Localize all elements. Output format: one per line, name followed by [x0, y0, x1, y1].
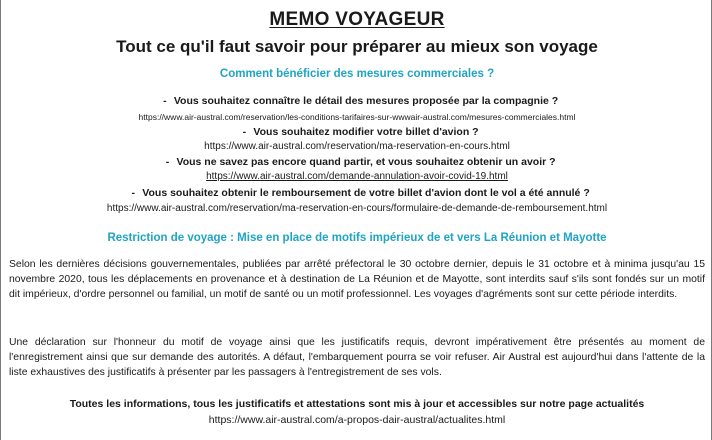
- bullet-dash: -: [131, 187, 136, 199]
- footer-text: Toutes les informations, tous les justificatifs et attestations sont mis à jour et accessibles sur notre page actualités: [69, 398, 645, 410]
- bullet-dash: -: [165, 156, 170, 168]
- question-text: Vous souhaitez modifier votre billet d'avion ?: [253, 126, 479, 138]
- link-commercial-measures[interactable]: https://www.air-austral.com/reservation/les-conditions-tarifaires-sur-wwwair-austral.com/mesures-commerciales.html: [138, 112, 576, 122]
- section-heading-restriction: Restriction de voyage : Mise en place de motifs impérieux de et vers La Réunion et Mayotte: [107, 232, 607, 244]
- question-text: Vous souhaitez connaître le détail des mesures proposée par la compagnie ?: [173, 95, 559, 107]
- page-title: [1, 9, 712, 31]
- question-item: [1, 187, 712, 199]
- title-text: MEMO VOYAGEUR: [269, 9, 445, 30]
- bullet-dash: -: [242, 126, 247, 138]
- link-modify-ticket[interactable]: https://www.air-austral.com/reservation/ma-reservation-en-cours.html: [204, 141, 510, 152]
- question-text: Vous ne savez pas encore quand partir, et vous souhaitez obtenir un avoir ?: [176, 156, 556, 168]
- question-item: [1, 126, 712, 138]
- restriction-paragraph: Selon les dernières décisions gouvernementales, publiées par arrêté préfectoral le 30 octobre dernier, depuis le 31 octobre et à minima jusqu'au 15 novembre 2020, tous les déplacements en provenance et à destination de La Réunion et de Mayotte, sont interdits sauf s'ils sont fondés sur un motif dit impérieux, d'ordre personnel ou familial, un motif de santé ou un motif professionnel. Les voyages d'agréments sont sur cette période interdits.: [9, 259, 705, 300]
- question-text: Vous souhaitez obtenir le remboursement de votre billet d'avion dont le vol a été annulé ?: [142, 187, 590, 199]
- link-news-page[interactable]: https://www.air-austral.com/a-propos-dair-austral/actualites.html: [208, 414, 506, 426]
- bullet-dash: -: [163, 95, 167, 107]
- question-item: [1, 95, 712, 107]
- question-item: [1, 156, 712, 168]
- link-credit-request[interactable]: https://www.air-austral.com/demande-annulation-avoir-covid-19.html: [206, 171, 508, 182]
- link-refund-form[interactable]: https://www.air-austral.com/reservation/ma-reservation-en-cours/formulaire-de-demande-de-remboursement.html: [106, 203, 608, 214]
- section-heading-commercial: Comment bénéficier des mesures commerciales ?: [219, 68, 495, 80]
- page-subtitle: Tout ce qu'il faut savoir pour préparer au mieux son voyage: [116, 37, 598, 56]
- declaration-paragraph: Une déclaration sur l'honneur du motif de voyage ainsi que les justificatifs requis, devront impérativement être présentés au moment de l'enregistrement ainsi que sur demande des autorités. A défaut, l'embarquement pourra se voir refuser. Air Austral est aujourd'hui dans l'attente de la liste exhaustives des justificatifs à présenter par les passagers à l'entregistrement de ses vols.: [9, 337, 705, 378]
